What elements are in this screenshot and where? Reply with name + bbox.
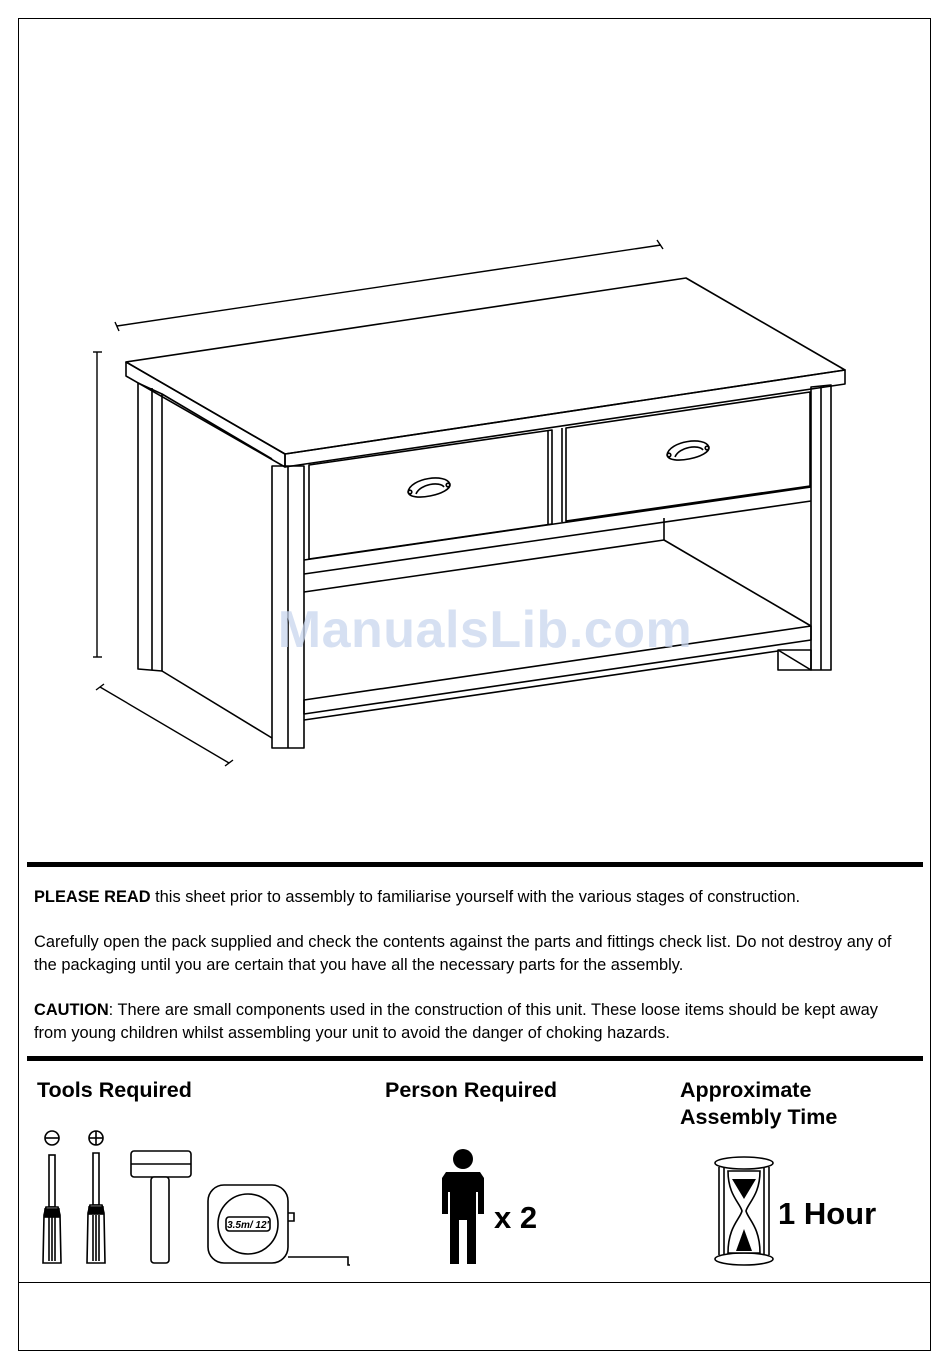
time-heading-line2: Assembly Time [680, 1105, 838, 1129]
drawer-right [562, 392, 810, 522]
hourglass-icon [710, 1155, 778, 1267]
bottom-divider [27, 1056, 923, 1061]
phillips-screwdriver-icon [87, 1131, 105, 1263]
flathead-screwdriver-icon [43, 1131, 61, 1263]
please-read-paragraph [34, 886, 914, 909]
assembly-time-value: 1 Hour [778, 1196, 877, 1231]
hammer-icon [131, 1151, 191, 1263]
caution-paragraph [34, 999, 914, 1045]
top-divider [27, 862, 923, 867]
check-contents-paragraph: Carefully open the pack supplied and check the contents against the parts and fittings check list. Do not destroy any of the packaging until you are certain that you have all the necessary parts for the assembly. [34, 933, 892, 974]
caution-text: : There are small components used in the construction of this unit. These loose items should be kept away from young children whilst assembling your unit to avoid the danger of choking hazards. [34, 1001, 878, 1042]
table-top [126, 278, 845, 467]
footer-divider [18, 1282, 931, 1283]
please-read-text: this sheet prior to assembly to familiarise yourself with the various stages of construction. [150, 888, 801, 906]
caution-label: CAUTION [34, 1001, 109, 1019]
front-rails [304, 487, 811, 574]
drawer-left [309, 430, 552, 559]
person-count: x 2 [494, 1200, 538, 1235]
tools-icons [30, 1125, 360, 1275]
tools-heading: Tools Required [37, 1078, 192, 1102]
tape-measure-label: 3.5m/ 12' [227, 1220, 269, 1231]
dimension-lines [93, 240, 663, 766]
person-icon [436, 1148, 492, 1268]
please-read-label: PLEASE READ [34, 888, 151, 906]
left-side [138, 383, 272, 738]
watermark: ManualsLib.com [277, 601, 693, 659]
time-heading-line1: Approximate [680, 1078, 812, 1102]
persons-heading: Person Required [385, 1078, 558, 1102]
